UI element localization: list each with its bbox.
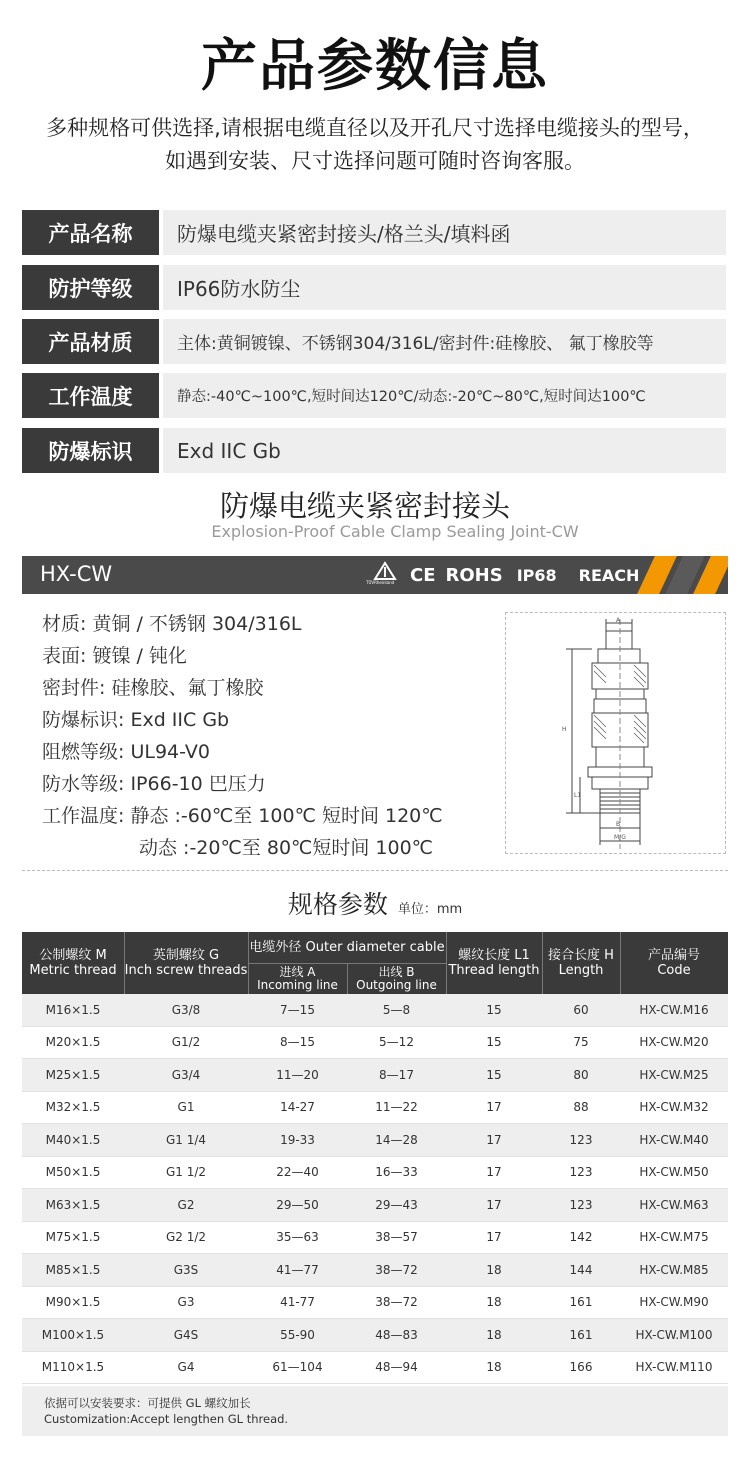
table-cell: M85×1.5: [45, 1262, 101, 1277]
col-incoming-cn: 进线 A: [279, 964, 316, 979]
table-cell: HX-CW.M40: [639, 1132, 709, 1147]
spec-item: [42, 736, 492, 768]
spec-item: [42, 608, 492, 640]
table-cell: 60: [573, 1002, 589, 1017]
table-cell: 123: [569, 1165, 593, 1180]
header-divider: [620, 932, 621, 994]
table-cell: 18: [486, 1360, 502, 1375]
table-row: [22, 1254, 728, 1287]
param-value: IP66防水防尘: [163, 265, 726, 310]
table-cell: 7—15: [280, 1002, 315, 1017]
table-cell: 15: [486, 1067, 502, 1082]
param-value: 主体:黄铜镀镍、不锈钢304/316L/密封件:硅橡胶、 氟丁橡胶等: [163, 319, 726, 364]
table-cell: G3S: [173, 1262, 199, 1277]
spec-value: 黄铜 / 不锈钢 304/316L: [92, 613, 302, 635]
tuv-text: TÜVRheinland: [366, 580, 395, 585]
table-row: [22, 1287, 728, 1320]
ce-mark: CE: [410, 564, 436, 586]
param-row-temperature: [22, 373, 726, 418]
param-key: 产品名称: [22, 210, 159, 255]
spec-label: 密封件:: [42, 677, 106, 699]
table-cell: HX-CW.M110: [635, 1360, 713, 1375]
table-cell: 61—104: [272, 1360, 323, 1375]
table-cell: 8—15: [280, 1035, 315, 1050]
table-cell: G3/8: [171, 1002, 201, 1017]
table-cell: 14—28: [375, 1132, 418, 1147]
table-cell: 17: [486, 1165, 502, 1180]
rohs-mark: ROHS: [445, 564, 503, 586]
dim-m: M/G: [614, 834, 626, 841]
spec-label: 工作温度:: [42, 805, 125, 827]
table-cell: 41—77: [276, 1262, 319, 1277]
dim-l1: L1: [574, 792, 582, 799]
spec-continuation: 动态 :-20℃至 80℃短时间 100℃: [139, 837, 434, 859]
param-value: 防爆电缆夹紧密封接头/格兰头/填料函: [163, 210, 726, 255]
param-row-name: [22, 210, 726, 255]
spec-item: [42, 768, 492, 800]
model-bar: [22, 556, 728, 594]
table-row: [22, 1059, 728, 1092]
table-row: [22, 994, 728, 1027]
table-cell: 123: [569, 1132, 593, 1147]
table-cell: 55-90: [280, 1327, 315, 1342]
table-row: [22, 1027, 728, 1060]
table-cell: 17: [486, 1132, 502, 1147]
col-thread-length: [446, 932, 542, 994]
spec-value: UL94-V0: [130, 741, 210, 763]
table-cell: 48—94: [375, 1360, 418, 1375]
table-cell: 75: [573, 1035, 589, 1050]
table-cell: 88: [573, 1100, 589, 1115]
col-incoming-en: Incoming line: [257, 977, 338, 992]
header-divider: [124, 932, 125, 994]
table-cell: HX-CW.M32: [639, 1100, 709, 1115]
section-divider: [22, 870, 728, 871]
table-cell: G4S: [173, 1327, 199, 1342]
product-title: 防爆电缆夹紧密封接头: [219, 489, 510, 523]
technical-drawing: [505, 612, 726, 854]
note-cn: 依据可以安装要求：可提供 GL 螺纹加长: [44, 1396, 251, 1410]
table-cell: G1/2: [171, 1035, 201, 1050]
col-outgoing: [347, 963, 446, 994]
spec-item: [42, 800, 492, 832]
table-cell: M25×1.5: [45, 1067, 101, 1082]
col-length-en: Length: [558, 963, 604, 978]
note-en: Customization:Accept lengthen GL thread.: [44, 1412, 289, 1426]
table-row: [22, 1189, 728, 1222]
cert-group: [366, 556, 640, 594]
table-body: [22, 994, 728, 1384]
intro-text: 多种规格可供选择,请根据电缆直径以及开孔尺寸选择电缆接头的型号，如遇到安装、尺寸选择问题可随时咨询客服。: [46, 116, 704, 173]
page-title: 产品参数信息: [201, 34, 549, 99]
table-row: [22, 1319, 728, 1352]
table-cell: 38—72: [375, 1262, 418, 1277]
table-row: [22, 1124, 728, 1157]
col-thread-cn: 螺纹长度 L1: [458, 948, 530, 963]
table-cell: 161: [569, 1295, 593, 1310]
dim-b: B: [616, 821, 621, 828]
table-cell: HX-CW.M85: [639, 1262, 709, 1277]
table-cell: 38—57: [375, 1230, 418, 1245]
table-cell: 29—43: [375, 1197, 418, 1212]
tuv-logo: [366, 561, 400, 589]
table-cell: 161: [569, 1327, 593, 1342]
table-cell: 16—33: [375, 1165, 418, 1180]
table-cell: G1: [177, 1100, 195, 1115]
table-cell: 15: [486, 1035, 502, 1050]
table-cell: 142: [569, 1230, 593, 1245]
ip68-mark: IP68: [516, 565, 557, 585]
spec-value: 镀镍 / 钝化: [92, 645, 187, 667]
param-key: 防护等级: [22, 265, 159, 310]
spec-value: 硅橡胶、氟丁橡胶: [111, 677, 264, 699]
decorative-stripes: [628, 556, 728, 594]
table-cell: 18: [486, 1295, 502, 1310]
col-metric-en: Metric thread: [29, 963, 117, 978]
spec-label: 防爆标识:: [42, 709, 125, 731]
table-cell: HX-CW.M90: [639, 1295, 709, 1310]
table-cell: 8—17: [379, 1067, 414, 1082]
table-cell: G3: [177, 1295, 195, 1310]
col-metric-cn: 公制螺纹 M: [39, 948, 107, 963]
table-unit: 单位：mm: [397, 902, 463, 917]
table-cell: 80: [573, 1067, 589, 1082]
param-value: Exd IIC Gb: [163, 428, 726, 473]
col-code: [620, 932, 728, 994]
spec-value: Exd IIC Gb: [130, 709, 230, 731]
table-cell: G2: [177, 1197, 195, 1212]
header-divider: [542, 932, 543, 994]
table-cell: 11—22: [375, 1100, 418, 1115]
table-cell: 18: [486, 1327, 502, 1342]
param-row-material: [22, 319, 726, 364]
table-cell: HX-CW.M100: [635, 1327, 713, 1342]
spec-value: IP66-10 巴压力: [130, 773, 266, 795]
table-cell: 17: [486, 1100, 502, 1115]
col-code-en: Code: [657, 963, 691, 978]
table-cell: 17: [486, 1230, 502, 1245]
col-inch-cn: 英制螺纹 G: [152, 948, 220, 963]
table-cell: G1 1/4: [165, 1132, 207, 1147]
table-cell: M63×1.5: [45, 1197, 101, 1212]
table-cell: 17: [486, 1197, 502, 1212]
col-length-cn: 接合长度 H: [548, 948, 614, 963]
product-subtitle: Explosion-Proof Cable Clamp Sealing Joint-CW: [211, 522, 579, 541]
table-cell: 41-77: [280, 1295, 315, 1310]
table-cell: HX-CW.M25: [639, 1067, 709, 1082]
table-cell: 38—72: [375, 1295, 418, 1310]
spec-item: [42, 640, 492, 672]
table-cell: 15: [486, 1002, 502, 1017]
reach-mark: REACH: [578, 565, 640, 585]
param-row-protection: [22, 265, 726, 310]
table-cell: M16×1.5: [45, 1002, 101, 1017]
param-value: 静态:-40℃~100℃,短时间达120℃/动态:-20℃~80℃,短时间达100℃: [163, 373, 726, 418]
table-cell: M90×1.5: [45, 1295, 101, 1310]
table-header: [22, 932, 728, 994]
cable-gland-drawing: [506, 613, 725, 853]
col-outgoing-en: Outgoing line: [356, 977, 437, 992]
header-divider: [347, 963, 348, 994]
dim-a: A: [616, 617, 621, 624]
col-outer: [248, 932, 446, 963]
col-inch: [124, 932, 248, 994]
table-row: [22, 1352, 728, 1385]
col-metric: [22, 932, 124, 994]
table-cell: 11—20: [276, 1067, 319, 1082]
spec-item: [42, 704, 492, 736]
table-cell: M50×1.5: [45, 1165, 101, 1180]
table-cell: 5—8: [382, 1002, 411, 1017]
table-cell: HX-CW.M63: [639, 1197, 709, 1212]
table-cell: 22—40: [276, 1165, 319, 1180]
table-cell: G1 1/2: [165, 1165, 207, 1180]
table-cell: 166: [569, 1360, 593, 1375]
table-cell: 19-33: [280, 1132, 315, 1147]
table-cell: M40×1.5: [45, 1132, 101, 1147]
col-outgoing-cn: 出线 B: [378, 964, 415, 979]
spec-label: 阻燃等级:: [42, 741, 125, 763]
table-cell: G2 1/2: [165, 1230, 207, 1245]
table-cell: HX-CW.M75: [639, 1230, 709, 1245]
table-cell: 123: [569, 1197, 593, 1212]
table-cell: 14-27: [280, 1100, 315, 1115]
table-title-block: [0, 885, 750, 921]
table-cell: HX-CW.M50: [639, 1165, 709, 1180]
col-code-cn: 产品编号: [647, 948, 700, 963]
spec-label: 防水等级:: [42, 773, 125, 795]
spec-label: 材质:: [42, 613, 87, 635]
param-row-explosion: [22, 428, 726, 473]
table-cell: HX-CW.M20: [639, 1035, 709, 1050]
table-cell: HX-CW.M16: [639, 1002, 709, 1017]
table-cell: 35—63: [276, 1230, 319, 1245]
col-thread-en: Thread length: [448, 963, 540, 978]
table-cell: G3/4: [171, 1067, 201, 1082]
table-cell: M20×1.5: [45, 1035, 101, 1050]
table-title: 规格参数: [287, 890, 388, 919]
table-cell: G4: [177, 1360, 195, 1375]
table-cell: M32×1.5: [45, 1100, 101, 1115]
spec-value: 静态 :-60℃至 100℃ 短时间 120℃: [130, 805, 443, 827]
param-key: 工作温度: [22, 373, 159, 418]
col-inch-en: Inch screw threads: [124, 963, 248, 978]
table-row: [22, 1157, 728, 1190]
table-cell: M75×1.5: [45, 1230, 101, 1245]
customization-note: [22, 1386, 728, 1436]
dim-h: H: [562, 726, 567, 733]
param-key: 产品材质: [22, 319, 159, 364]
table-cell: 5—12: [379, 1035, 414, 1050]
col-incoming: [248, 963, 347, 994]
header-divider: [248, 963, 446, 964]
model-name: HX-CW: [40, 562, 113, 586]
table-row: [22, 1222, 728, 1255]
spec-item: [42, 672, 492, 704]
spec-label: 表面:: [42, 645, 87, 667]
spec-list: [42, 608, 492, 864]
header-divider: [446, 932, 447, 994]
table-cell: M100×1.5: [41, 1327, 105, 1342]
col-outer-label: 电缆外径 Outer diameter cable: [249, 940, 445, 955]
table-cell: 18: [486, 1262, 502, 1277]
table-cell: 48—83: [375, 1327, 418, 1342]
table-cell: 144: [569, 1262, 593, 1277]
table-row: [22, 1092, 728, 1125]
table-cell: 29—50: [276, 1197, 319, 1212]
col-length: [542, 932, 620, 994]
table-cell: M110×1.5: [41, 1360, 105, 1375]
param-key: 防爆标识: [22, 428, 159, 473]
